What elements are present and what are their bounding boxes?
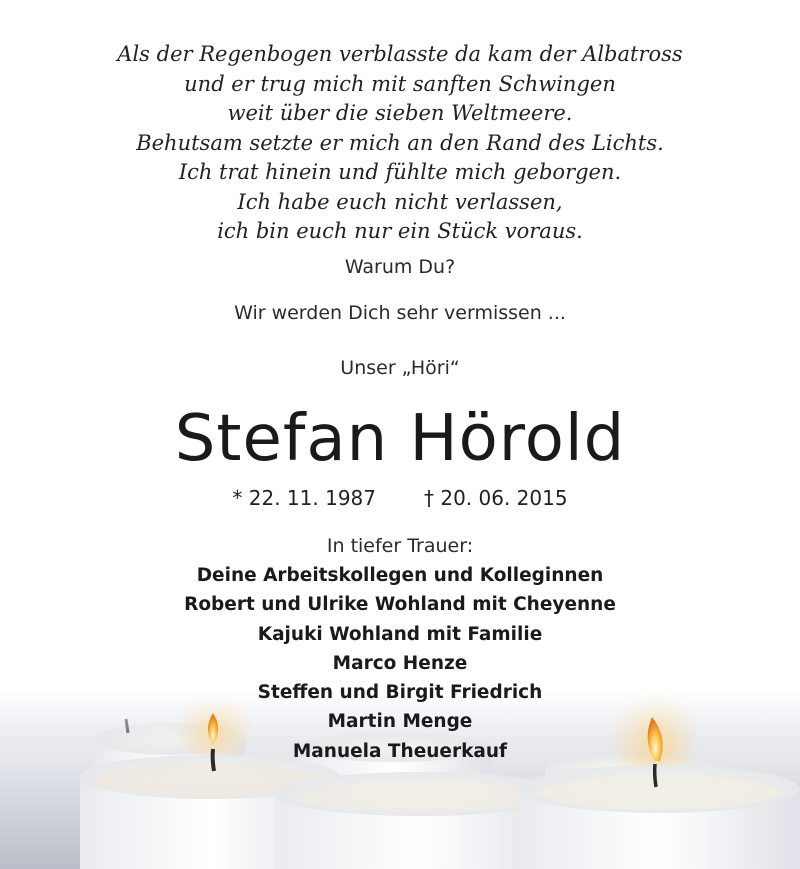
poem-line: Ich trat hinein und fühlte mich geborgen. xyxy=(178,160,622,184)
mourners-list xyxy=(0,561,800,766)
mourner-name: Steffen und Birgit Friedrich xyxy=(257,682,543,704)
mourner-name: Robert und Ulrike Wohland mit Cheyenne xyxy=(184,594,616,616)
life-dates xyxy=(0,486,800,510)
mourner-name: Kajuki Wohland mit Familie xyxy=(257,623,543,645)
mourning-intro: In tiefer Trauer: xyxy=(326,535,474,557)
poem-line: weit über die sieben Weltmeere. xyxy=(227,101,573,125)
death-date: † 20. 06. 2015 xyxy=(424,486,568,510)
birth-date: * 22. 11. 1987 xyxy=(232,486,376,510)
mourner-name: Deine Arbeitskollegen und Kolleginnen xyxy=(196,565,604,586)
deceased-name: Stefan Hörold xyxy=(174,402,626,476)
poem-line: und er trug mich mit sanften Schwingen xyxy=(184,71,616,96)
poem-line: Behutsam setzte er mich an den Rand des Lichts. xyxy=(136,130,664,155)
nickname-line: Unser „Höri“ xyxy=(340,357,460,379)
mourner-name: Martin Menge xyxy=(327,711,473,733)
poem-line: Als der Regenbogen verblasste da kam der Albatross xyxy=(117,42,683,66)
poem-line: ich bin euch nur ein Stück voraus. xyxy=(217,219,583,243)
poem-line: Ich habe euch nicht verlassen, xyxy=(237,189,563,214)
memorial-poem xyxy=(0,40,800,247)
miss-you-line: Wir werden Dich sehr vermissen ... xyxy=(234,302,566,324)
question-line: Warum Du? xyxy=(344,256,456,278)
mourner-name: Marco Henze xyxy=(332,652,468,674)
mourner-name: Manuela Theuerkauf xyxy=(292,740,508,762)
